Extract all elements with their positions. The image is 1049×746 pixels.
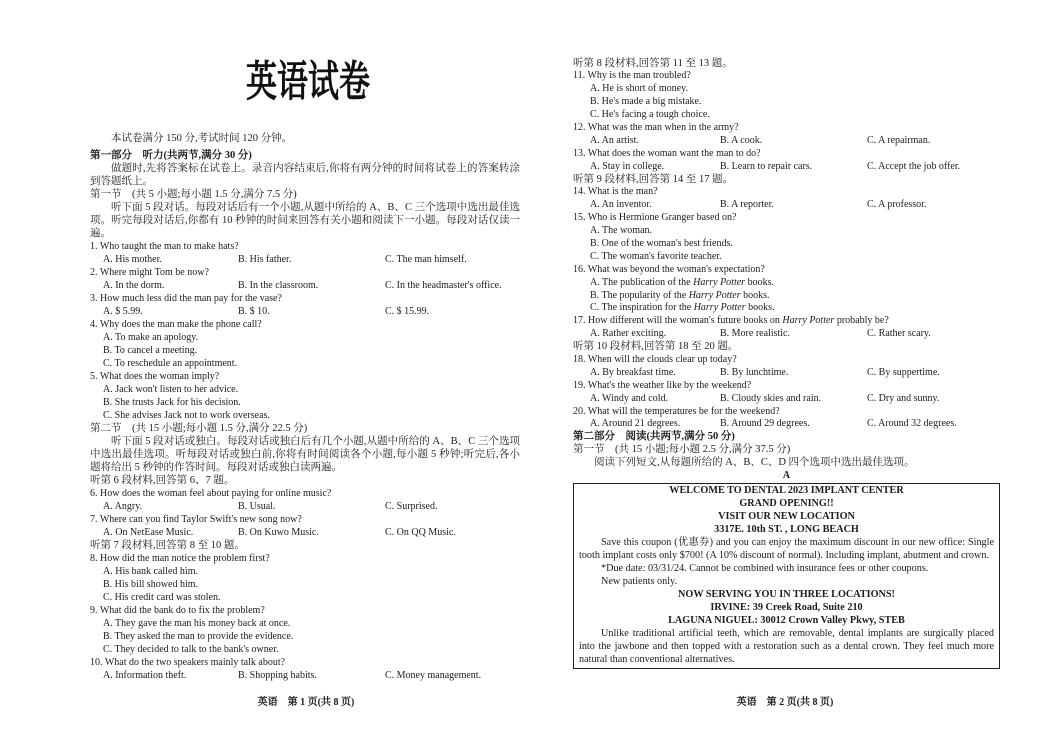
question-1-options: [90, 253, 520, 266]
page-2-content: [573, 58, 1000, 670]
question-6-options: [90, 500, 520, 513]
option-a: A. $ 5.99.: [103, 305, 143, 317]
question-3-stem: 3. How much less did the man pay for the vase?: [90, 292, 282, 304]
option-a: A. By breakfast time.: [590, 366, 676, 378]
option-b: B. He's made a big mistake.: [590, 96, 702, 108]
part1-instruction: 做题时,先将答案标在试卷上。录音内容结束后,你将有两分钟的时间将试卷上的答案转涂到答题纸上。: [90, 162, 520, 187]
ad-headline: WELCOME TO DENTAL 2023 IMPLANT CENTER: [669, 485, 904, 497]
section1-heading: 第一节 (共 5 小题;每小题 1.5 分,满分 7.5 分): [90, 188, 297, 200]
option-c: C. Money management.: [385, 669, 482, 681]
option-b: B. His bill showed him.: [103, 578, 199, 590]
passage-label: A: [782, 470, 791, 481]
material-10-note: 听第 10 段材料,回答第 18 至 20 题。: [573, 341, 739, 353]
question-2-stem: 2. Where might Tom be now?: [90, 266, 209, 278]
option-c: C. The man himself.: [385, 253, 467, 265]
question-9-stem: 9. What did the bank do to fix the problem?: [90, 604, 265, 616]
option-c: C. Around 32 degrees.: [867, 418, 957, 430]
ad-new-patients: New patients only.: [601, 576, 678, 588]
option-b: B. One of the woman's best friends.: [590, 237, 733, 249]
question-18-stem: 18. When will the clouds clear up today?: [573, 353, 737, 365]
ad-description: Unlike traditional artificial teeth, which are removable, dental implants are surgically placed into the jawbone and then topped with a restoration such as a dental crown. They feel much more natural than conventional alternatives.: [579, 628, 994, 666]
question-5-stem: 5. What does the woman imply?: [90, 370, 220, 382]
part2-heading: 第二部分 阅读(共两节,满分 50 分): [573, 431, 735, 443]
question-13-options: [573, 161, 1000, 174]
option-b: B. Cloudy skies and rain.: [720, 392, 822, 404]
option-b: B. Usual.: [238, 500, 276, 512]
question-2-options: [90, 279, 520, 292]
material-6-note: 听第 6 段材料,回答第 6、7 题。: [90, 474, 235, 486]
part2-section1-instruction: 阅读下列短文,从每题所给的 A、B、C、D 四个选项中选出最佳选项。: [594, 457, 915, 469]
option-b: B. Learn to repair cars.: [720, 160, 813, 172]
option-c: C. By suppertime.: [867, 366, 940, 378]
option-a: A. They gave the man his money back at once.: [103, 617, 291, 629]
option-c: C. A professor.: [867, 199, 927, 211]
option-c: C. She advises Jack not to work overseas.: [103, 409, 270, 421]
option-b: B. To cancel a meeting.: [103, 344, 198, 356]
question-7-stem: 7. Where can you find Taylor Swift's new song now?: [90, 513, 302, 525]
ad-visit: VISIT OUR NEW LOCATION: [718, 511, 855, 523]
option-c: C. A repairman.: [867, 134, 931, 146]
question-14-options: [573, 199, 1000, 212]
exam-title: 英语试卷: [246, 57, 370, 107]
question-3-options: [90, 305, 520, 318]
option-c: C. The woman's favorite teacher.: [590, 250, 722, 262]
option-c: C. Accept the job offer.: [867, 160, 961, 172]
option-b: B. $ 10.: [238, 305, 270, 317]
option-c: C. To reschedule an appointment.: [103, 357, 238, 369]
page-2-footer: 英语 第 2 页(共 8 页): [736, 696, 834, 708]
question-1-stem: 1. Who taught the man to make hats?: [90, 240, 239, 252]
option-a: A. The publication of the Harry Potter books.: [590, 276, 774, 288]
exam-intro: 本试卷满分 150 分,考试时间 120 分钟。: [111, 132, 293, 144]
option-c: C. They decided to talk to the bank's owner.: [103, 643, 279, 655]
ad-due-date: *Due date: 03/31/24. Cannot be combined with insurance fees or other coupons.: [601, 563, 929, 575]
material-9-note: 听第 9 段材料,回答第 14 至 17 题。: [573, 173, 734, 185]
option-b: B. A cook.: [720, 134, 763, 146]
option-b: B. She trusts Jack for his decision.: [103, 396, 241, 408]
question-15-stem: 15. Who is Hermione Granger based on?: [573, 212, 737, 224]
question-7-options: [90, 526, 520, 539]
option-a: A. Windy and cold.: [590, 392, 669, 404]
dental-ad-box: [573, 483, 1000, 669]
option-a: A. Angry.: [103, 500, 143, 512]
option-b: B. Around 29 degrees.: [720, 418, 810, 430]
question-11-stem: 11. Why is the man troubled?: [573, 70, 691, 82]
option-c: C. Dry and sunny.: [867, 392, 940, 404]
option-a: A. In the dorm.: [103, 279, 165, 291]
question-13-stem: 13. What does the woman want the man to do?: [573, 147, 761, 159]
option-a: A. On NetEase Music.: [103, 526, 194, 538]
question-17-stem: 17. How different will the woman's future books on Harry Potter probably be?: [573, 315, 889, 327]
question-12-options: [573, 135, 1000, 148]
question-10-options: [90, 669, 520, 682]
question-10-stem: 10. What do the two speakers mainly talk about?: [90, 656, 286, 668]
ad-grand-opening: GRAND OPENING!!: [739, 498, 834, 510]
option-c: C. $ 15.99.: [385, 305, 430, 317]
option-c: C. He's facing a tough choice.: [590, 109, 710, 121]
option-c: C. On QQ Music.: [385, 526, 456, 538]
option-a: A. An artist.: [590, 134, 639, 146]
question-19-stem: 19. What's the weather like by the weekend?: [573, 379, 752, 391]
ad-location-irvine: IRVINE: 39 Creek Road, Suite 210: [710, 602, 863, 614]
option-c: C. The inspiration for the Harry Potter books.: [590, 302, 775, 314]
page-1-content: [90, 132, 520, 682]
option-a: A. His bank called him.: [103, 565, 198, 577]
option-a: A. His mother.: [103, 253, 162, 265]
option-b: B. In the classroom.: [238, 279, 319, 291]
section2-heading: 第二节 (共 15 小题;每小题 1.5 分,满分 22.5 分): [90, 422, 308, 434]
question-12-stem: 12. What was the man when in the army?: [573, 121, 739, 133]
option-a: A. He is short of money.: [590, 83, 688, 95]
question-19-options: [573, 393, 1000, 406]
question-16-stem: 16. What was beyond the woman's expectation?: [573, 263, 765, 275]
question-20-stem: 20. What will the temperatures be for the weekend?: [573, 405, 780, 417]
ad-coupon-text: Save this coupon (优惠券) and you can enjoy the maximum discount in our new office: Single tooth implant costs only $700! (A 10% discount of normal). Including implant, abutment and crown.: [579, 537, 994, 562]
material-7-note: 听第 7 段材料,回答第 8 至 10 题。: [90, 539, 245, 551]
question-14-stem: 14. What is the man?: [573, 186, 658, 198]
question-20-options: [573, 418, 1000, 431]
option-b: B. Shopping habits.: [238, 669, 317, 681]
option-a: A. Information theft.: [103, 669, 187, 681]
option-b: B. More realistic.: [720, 328, 790, 340]
option-c: C. His credit card was stolen.: [103, 591, 221, 603]
option-b: B. A reporter.: [720, 199, 774, 211]
option-b: B. The popularity of the Harry Potter books.: [590, 289, 770, 301]
part1-heading: 第一部分 听力(共两节,满分 30 分): [90, 149, 252, 161]
option-c: C. Surprised.: [385, 500, 438, 512]
option-c: C. Rather scary.: [867, 328, 931, 340]
option-b: B. His father.: [238, 253, 292, 265]
option-a: A. An inventor.: [590, 199, 652, 211]
page-1-footer: 英语 第 1 页(共 8 页): [257, 696, 355, 708]
option-a: A. The woman.: [590, 225, 653, 237]
option-b: B. By lunchtime.: [720, 366, 789, 378]
ad-serving: NOW SERVING YOU IN THREE LOCATIONS!: [678, 589, 895, 601]
option-a: A. Jack won't listen to her advice.: [103, 383, 239, 395]
section1-instruction: 听下面 5 段对话。每段对话后有一个小题,从题中所给的 A、B、C 三个选项中选出最佳选项。听完每段对话后,你都有 10 秒钟的时间来回答有关小题和阅读下一小题。每段对话仅读一遍。: [90, 201, 520, 239]
option-a: A. To make an apology.: [103, 331, 199, 343]
part2-section1-heading: 第一节 (共 15 小题;每小题 2.5 分,满分 37.5 分): [573, 444, 791, 456]
question-4-stem: 4. Why does the man make the phone call?: [90, 318, 262, 330]
question-8-stem: 8. How did the man notice the problem first?: [90, 552, 270, 564]
question-18-options: [573, 367, 1000, 380]
material-8-note: 听第 8 段材料,回答第 11 至 13 题。: [573, 57, 733, 69]
option-b: B. On Kuwo Music.: [238, 526, 319, 538]
option-a: A. Rather exciting.: [590, 328, 667, 340]
option-a: A. Stay in college.: [590, 160, 665, 172]
option-c: C. In the headmaster's office.: [385, 279, 502, 291]
option-b: B. They asked the man to provide the evidence.: [103, 630, 294, 642]
question-17-options: [573, 328, 1000, 341]
ad-location-laguna: LAGUNA NIGUEL: 30012 Crown Valley Pkwy, STEB: [668, 615, 905, 627]
option-a: A. Around 21 degrees.: [590, 418, 681, 430]
section2-instruction: 听下面 5 段对话或独白。每段对话或独白后有几个小题,从题中所给的 A、B、C 三个选项中选出最佳选项。听每段对话或独白前,你将有时间阅读各个小题,每小题 5 秒钟;听完后,各小题将给出 5 秒钟的作答时间。每段对话或独白读两遍。: [90, 435, 520, 473]
ad-address-main: 3317E. 10th ST. , LONG BEACH: [714, 524, 859, 536]
question-6-stem: 6. How does the woman feel about paying for online music?: [90, 487, 332, 499]
